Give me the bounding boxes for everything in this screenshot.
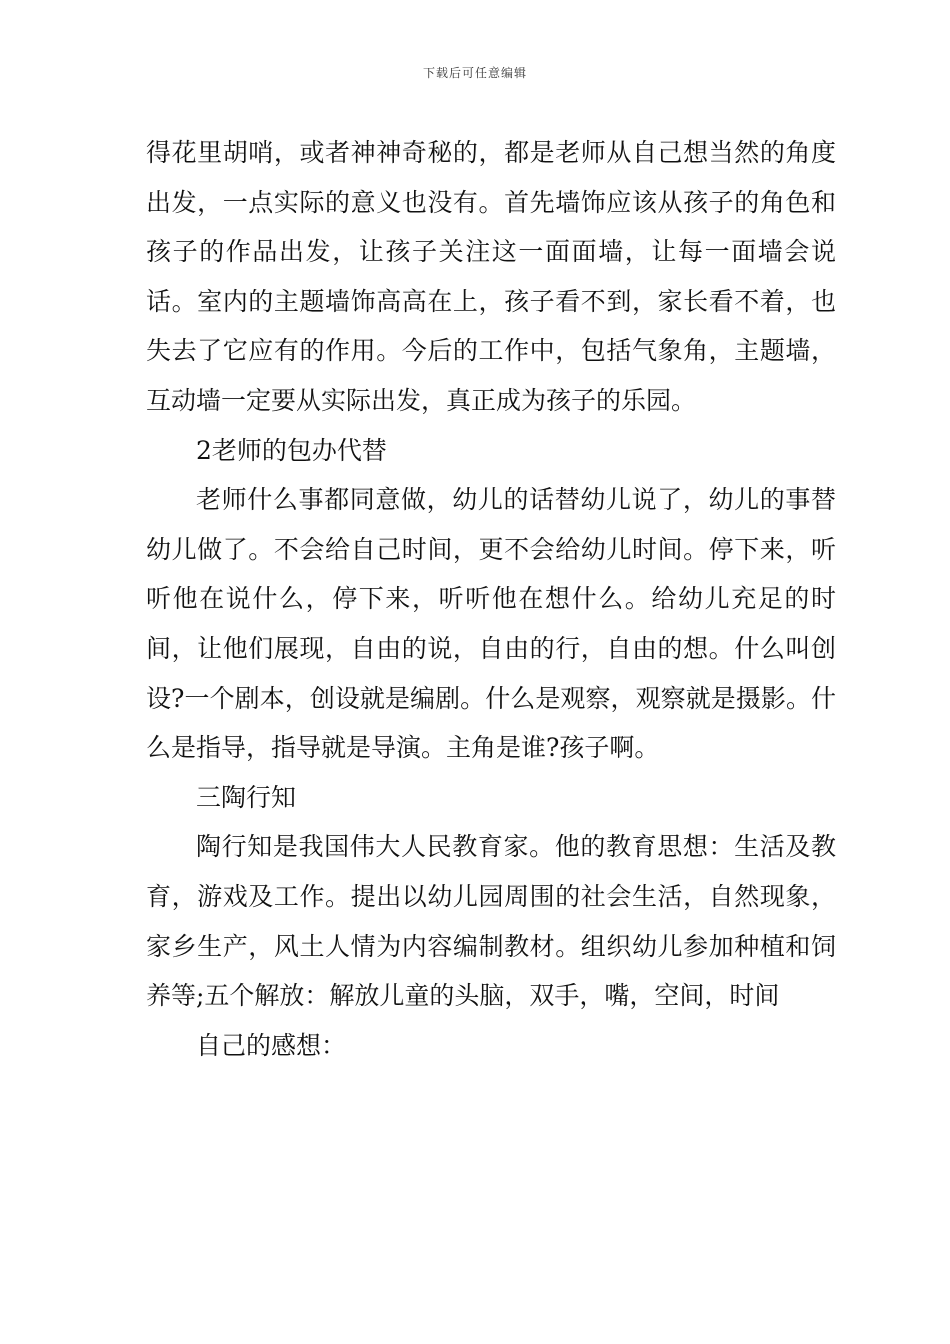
section-heading-tao-xingzhi: 三陶行知 [196,782,297,812]
section-heading-teacher-substitution: 2老师的包办代替 [196,435,387,465]
page-header: 下载后可任意编辑 [422,66,527,80]
document-body [146,128,836,1070]
paragraph-wall-decoration: 得花里胡哨，或者神神奇秘的，都是老师从自己想当然的角度出发，一点实际的意义也没有。首先墙饰应该从孩子的角色和孩子的作品出发，让孩子关注这一面面墙，让每一面墙会说话。室内的主题墙饰高高在上，孩子看不到，家长看不着，也失去了它应有的作用。今后的工作中，包括气象角，主题墙，互动墙一定要从实际出发，真正成为孩子的乐园。 [146,138,836,415]
paragraph-teacher-substitution: 老师什么事都同意做，幼儿的话替幼儿说了，幼儿的事替幼儿做了。不会给自己时间，更不会给幼儿时间。停下来，听听他在说什么，停下来，听听他在想什么。给幼儿充足的时间，让他们展现，自由的说，自由的行，自由的想。什么叫创设?一个剧本，创设就是编剧。什么是观察，观察就是摄影。什么是指导，指导就是导演。主角是谁?孩子啊。 [146,485,836,763]
section-heading-own-reflection: 自己的感想： [196,1030,347,1060]
paragraph-tao-xingzhi: 陶行知是我国伟大人民教育家。他的教育思想：生活及教育，游戏及工作。提出以幼儿园周围的社会生活，自然现象，家乡生产，风土人情为内容编制教材。组织幼儿参加种植和饲养等;五个解放：解放儿童的头脑，双手，嘴，空间，时间 [146,832,836,1011]
